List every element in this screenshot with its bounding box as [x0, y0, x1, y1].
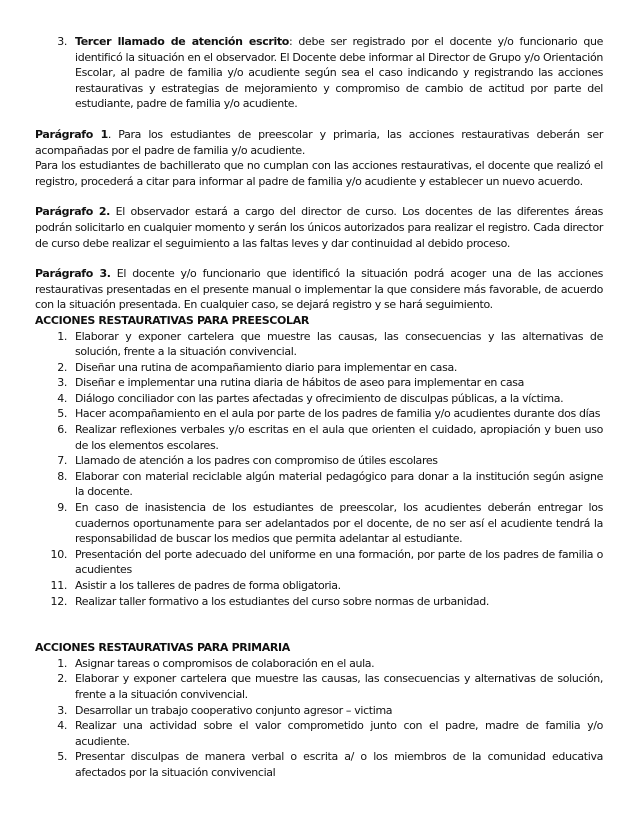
list-item: [35, 360, 603, 376]
item-number: 9.: [57, 501, 67, 515]
item-text: Realizar taller formativo a los estudiantes del curso sobre normas de urbanidad.: [75, 594, 490, 608]
paragrafo-1-text: . Para los estudiantes de preescolar y primaria, las acciones restaurativas deberán ser acompañadas por el padre de familia y/o acudiente.: [35, 127, 603, 157]
item-number: 7.: [57, 454, 67, 468]
list-item: [35, 671, 603, 702]
paragrafo-3-lead: Parágrafo 3.: [35, 267, 111, 281]
item-text: Diseñar e implementar una rutina diaria de hábitos de aseo para implementar en casa: [75, 376, 524, 390]
list-primaria: [35, 656, 603, 781]
document-page: [35, 34, 603, 781]
item-text: Diseñar una rutina de acompañamiento diario para implementar en casa.: [75, 360, 457, 374]
spacer: [35, 609, 603, 640]
item-3-lead: Tercer llamado de atención escrito: [75, 35, 290, 48]
item-number: 1.: [57, 656, 67, 670]
item-3: [35, 34, 603, 112]
section-title-primaria: ACCIONES RESTAURATIVAS PARA PRIMARIA: [35, 641, 290, 655]
item-number: 6.: [57, 423, 67, 437]
item-number: 1.: [57, 329, 67, 343]
list-item: [35, 718, 603, 749]
item-text: Elaborar con material reciclable algún material pedagógico para donar a la institución según asigne la docente.: [75, 469, 603, 499]
paragrafo-3: [35, 266, 603, 313]
item-text: Elaborar y exponer cartelera que muestre las causas, las consecuencias y las alternativas de solución, frente a la situación convivencial.: [75, 329, 603, 359]
item-number: 3.: [57, 35, 67, 48]
item-number: 2.: [57, 360, 67, 374]
item-3-text: : debe ser registrado por el docente y/o funcionario que identificó la situación en el observador. El Docente debe informar al Director de Grupo y/o Orientación Escolar, al padre de familia y/o acudiente según sea el caso indicando y registrando las acciones restaurativas y estrategias de mejoramiento y compromiso de cambio de actitud por parte del estudiante, padre de familia y/o acudiente.: [75, 35, 604, 111]
item-number: 5.: [57, 407, 67, 421]
paragrafo-2-lead: Parágrafo 2.: [35, 205, 111, 219]
item-text: Presentar disculpas de manera verbal o escrita a/ o los miembros de la comunidad educativa afectados por la situación convivencial: [75, 750, 603, 779]
paragrafo-3-text: El docente y/o funcionario que identificó la situación podrá acoger una de las acciones restaurativas presentadas en el presente manual o implementar la que considere más favorable, de acuerdo con la situación presentada. En cualquier caso, se dejará registro y se hará seguimiento.: [35, 267, 603, 312]
list-item: [35, 578, 603, 594]
item-number: 4.: [57, 391, 67, 405]
list-item: [35, 703, 603, 719]
list-item: [35, 500, 603, 547]
item-number: 2.: [57, 672, 67, 686]
paragrafo-1-continuation: Para los estudiantes de bachillerato que no cumplan con las acciones restaurativas, el docente que realizó el registro, procederá a citar para informar al padre de familia y/o acudiente y establecer un nuevo acuerdo.: [35, 159, 603, 188]
item-text: Asignar tareas o compromisos de colaboración en el aula.: [75, 656, 375, 670]
item-text: En caso de inasistencia de los estudiantes de preescolar, los acudientes deberán entregar los cuadernos oportunamente para ser adelantados por el docente, de no ser así el acudiente tendrá la responsabilidad de buscar los medios que permita adelantar al estudiante.: [75, 501, 603, 546]
item-text: Presentación del porte adecuado del uniforme en una formación, por parte de los padres de familia o acudientes: [75, 547, 603, 577]
list-item: [35, 656, 603, 672]
item-number: 4.: [57, 719, 67, 733]
list-item: [35, 749, 603, 780]
list-item: [35, 453, 603, 469]
list-item: [35, 391, 603, 407]
spacer: [35, 251, 603, 266]
spacer: [35, 189, 603, 204]
item-text: Realizar una actividad sobre el valor comprometido junto con el padre, madre de familia y/o acudiente.: [75, 719, 603, 748]
item-text: Asistir a los talleres de padres de forma obligatoria.: [75, 579, 341, 592]
item-number: 8.: [57, 469, 67, 483]
list-item: [35, 594, 603, 610]
list-item: [35, 469, 603, 500]
item-text: Hacer acompañamiento en el aula por parte de los padres de familia y/o acudientes durante dos días: [75, 407, 601, 421]
paragrafo-2: [35, 204, 603, 251]
list-item: [35, 329, 603, 360]
section-title-preescolar: ACCIONES RESTAURATIVAS PARA PREESCOLAR: [35, 313, 309, 327]
item-text: Realizar reflexiones verbales y/o escritas en el aula que orienten el cuidado, apropiación y buen uso de los elementos escolares.: [75, 423, 603, 452]
item-text: Llamado de atención a los padres con compromiso de útiles escolares: [75, 454, 438, 468]
item-number: 10.: [50, 547, 67, 561]
item-number: 11.: [50, 579, 67, 592]
paragrafo-1: [35, 127, 603, 158]
item-number: 12.: [50, 594, 67, 608]
item-number: 3.: [57, 703, 67, 717]
item-text: Desarrollar un trabajo cooperativo conjunto agresor – victima: [75, 703, 393, 717]
spacer: [35, 112, 603, 127]
item-number: 3.: [57, 376, 67, 390]
list-item: [35, 406, 603, 422]
list-preescolar: [35, 329, 603, 610]
item-text: Elaborar y exponer cartelera que muestre las causas, las consecuencias y alternativas de solución, frente a la situación convivencial.: [75, 672, 603, 701]
list-item: [35, 547, 603, 578]
item-number: 5.: [57, 750, 67, 764]
list-item: [35, 375, 603, 391]
list-item: [35, 422, 603, 453]
paragrafo-2-text: El observador estará a cargo del director de curso. Los docentes de las diferentes áreas podrán solicitarlo en cualquier momento y serán los únicos autorizados para realizar el registro. Cada director de curso debe realizar el seguimiento a las faltas leves y dar continuidad al debido proceso.: [35, 205, 603, 250]
item-text: Diálogo conciliador con las partes afectadas y ofrecimiento de disculpas públicas, a la víctima.: [75, 391, 564, 405]
paragrafo-1-lead: Parágrafo 1: [35, 127, 108, 141]
